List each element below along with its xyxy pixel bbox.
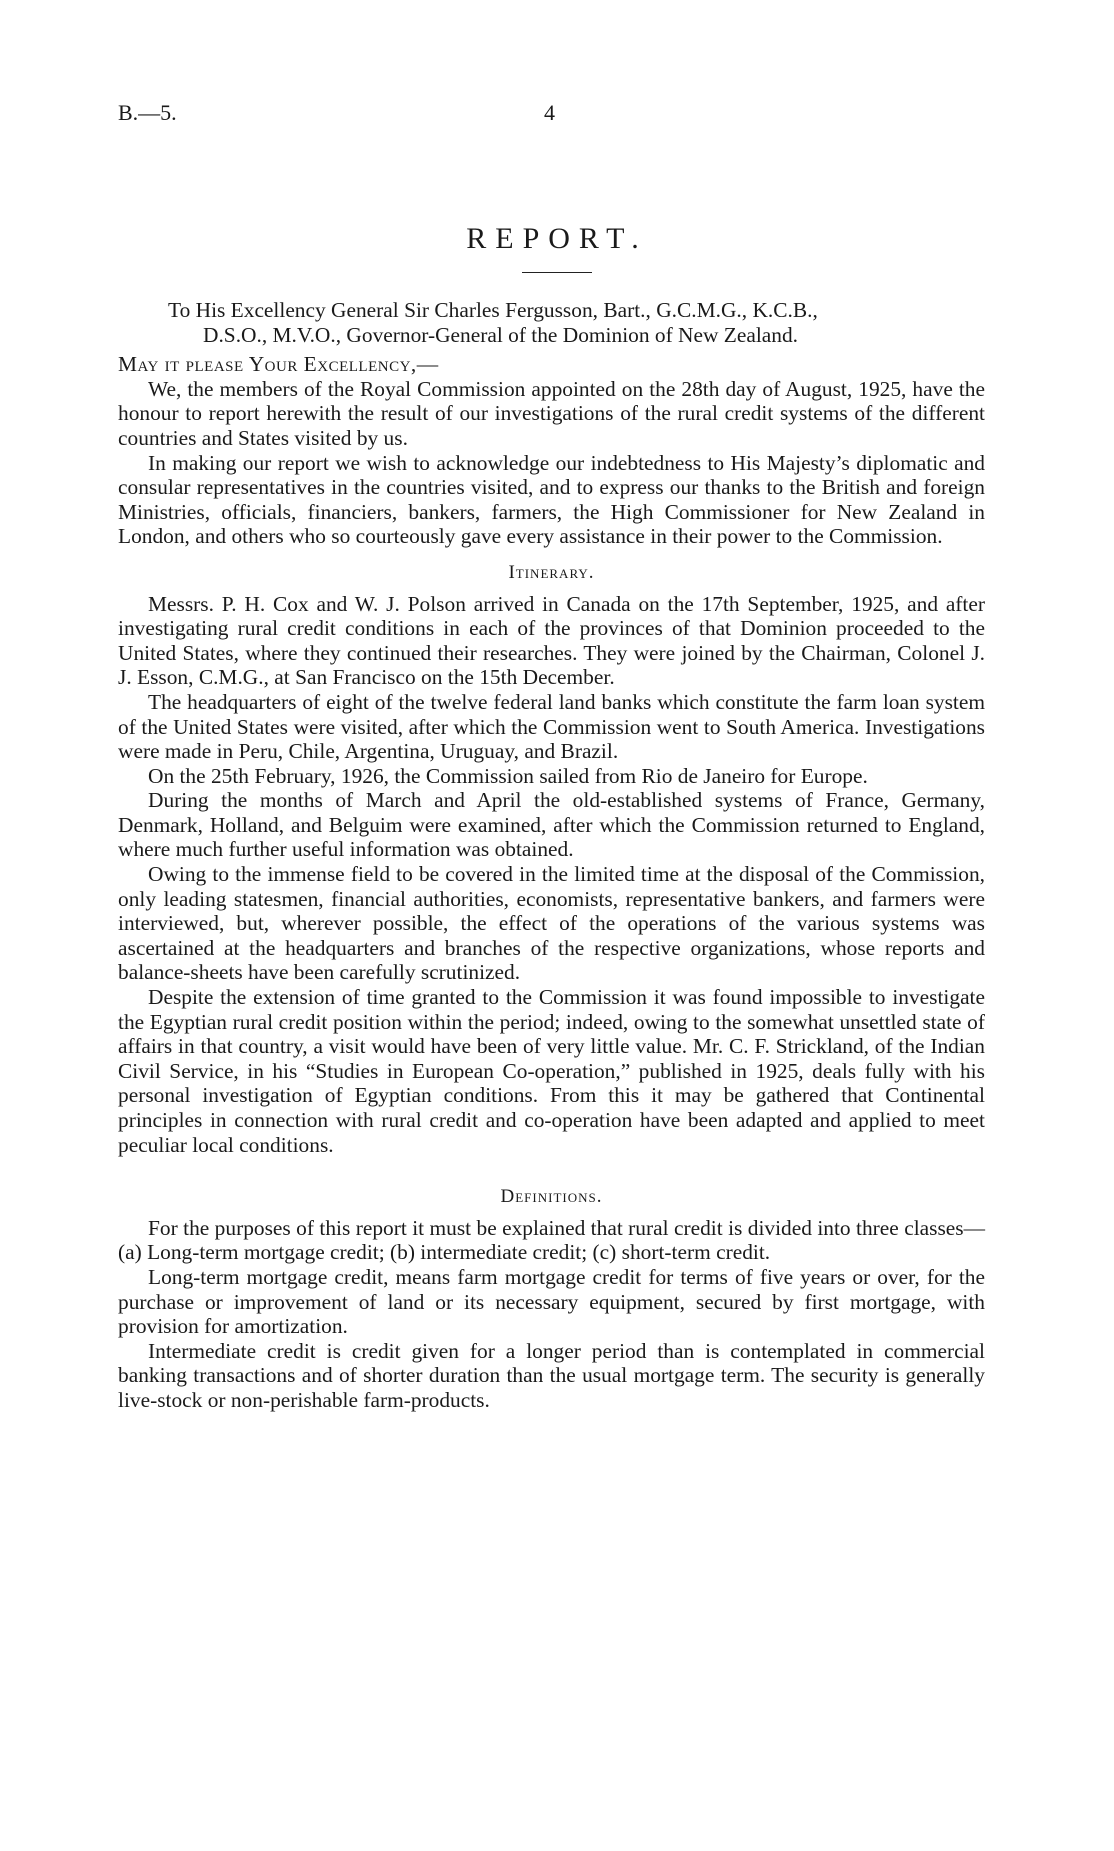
intro-paragraph: We, the members of the Royal Commission appointed on the 28th day of August, 1925, have the honour to report herewith the result of our investigations of the rural credit systems of the different countries and States visited by us.	[118, 376, 985, 450]
itinerary-paragraph: Messrs. P. H. Cox and W. J. Polson arrived in Canada on the 17th September, 1925, and after investigating rural credit conditions in each of the provinces of that Dominion proceeded to the United States, where they continued their researches. They were joined by the Chairman, Colonel J. J. Esson, C.M.G., at San Francisco on the 15th December.	[118, 591, 985, 690]
definitions-paragraph: Intermediate credit is credit given for a longer period than is contemplated in commercial banking transactions and of shorter duration than the usual mortgage term. The security is generally live-stock or non-perishable farm-products.	[118, 1338, 985, 1412]
address-block	[118, 298, 985, 347]
itinerary-paragraph: The headquarters of eight of the twelve federal land banks which constitute the farm loan system of the United States were visited, after which the Commission went to South America. Investigations were made in Peru, Chile, Argentina, Uruguay, and Brazil.	[118, 689, 985, 764]
page-number: 4	[544, 100, 555, 125]
definitions-heading: Definitions.	[500, 1186, 603, 1208]
running-header	[118, 100, 998, 130]
salutation: May it please Your Excellency,—	[118, 352, 439, 377]
report-body	[118, 298, 985, 1413]
itinerary-heading: Itinerary.	[508, 561, 595, 583]
itinerary-paragraph: During the months of March and April the old-established systems of France, Germany, Denmark, Holland, and Belguim were examined, after which the Commission returned to England, where much further useful information was obtained.	[118, 788, 985, 862]
document-reference: B.—5.	[118, 100, 177, 125]
report-title: REPORT.	[466, 222, 648, 255]
itinerary-paragraph: Despite the extension of time granted to the Commission it was found impossible to investigate the Egyptian rural credit position within the period; indeed, owing to the somewhat unsettled state of affairs in that country, a visit would have been of very little value. Mr. C. F. Strickland, of the Indian Civil Service, in his “Studies in European Co-operation,” published in 1925, deals fully with his personal investigation of Egyptian conditions. From this it may be gathered that Continental principles in connection with rural credit and co-operation have been adapted and applied to meet peculiar local conditions.	[118, 985, 985, 1157]
definitions-paragraph: For the purposes of this report it must be explained that rural credit is divided into three classes—(a) Long-term mortgage credit; (b) intermediate credit; (c) short-term credit.	[118, 1215, 985, 1265]
address-line-2: D.S.O., M.V.O., Governor-General of the Dominion of New Zealand.	[203, 322, 799, 347]
definitions-paragraph: Long-term mortgage credit, means farm mortgage credit for terms of five years or over, for the purchase or improvement of land or its necessary equipment, secured by first mortgage, with provision for amortization.	[118, 1264, 985, 1339]
address-line-1: To His Excellency General Sir Charles Fergusson, Bart., G.C.M.G., K.C.B.,	[168, 298, 818, 322]
itinerary-paragraph: Owing to the immense field to be covered in the limited time at the disposal of the Commission, only leading statesmen, financial authorities, economists, representative bankers, and farmers were interviewed, but, wherever possible, the effect of the operations of the various systems was ascertained at the headquarters and branches of the respective organizations, whose reports and balance-sheets have been carefully scrutinized.	[118, 862, 985, 985]
intro-paragraph: In making our report we wish to acknowledge our indebtedness to His Majesty’s diplomatic and consular representatives in the countries visited, and to express our thanks to the British and foreign Ministries, officials, financiers, bankers, farmers, the High Commissioner for New Zealand in London, and others who so courteously gave every assistance in their power to the Commission.	[118, 450, 985, 549]
itinerary-paragraph: On the 25th February, 1926, the Commission sailed from Rio de Janeiro for Europe.	[148, 763, 868, 788]
title-rule	[522, 272, 592, 273]
